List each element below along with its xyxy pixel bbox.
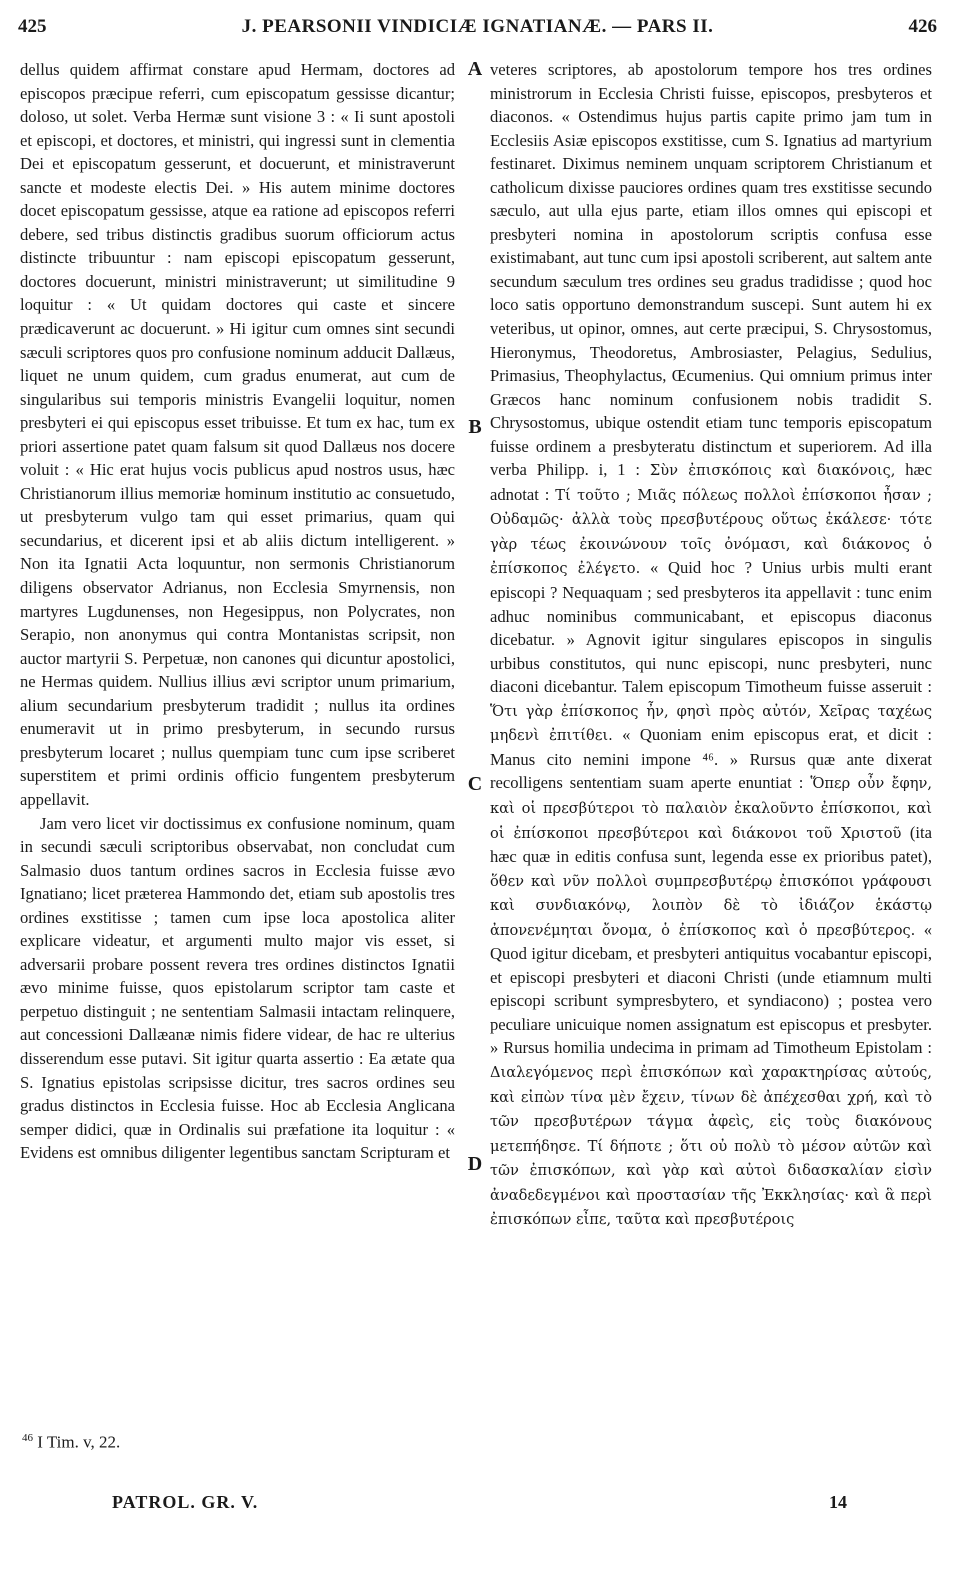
- left-paragraph-1: dellus quidem affirmat constare apud Hermam, doctores ad episcopos præcipue referri, cum episcopatum gessisse dicantur; doloso, ut solet. Verba Hermæ sunt visione 3 : « Ii sunt apostoli et episcopi, et doctores, et ministri, qui ingressi sunt in clementia Dei et episcopatum gesserunt, et docuerunt, et ministraverunt sancte et modeste electis Dei. » His autem minime doctores docet episcopatum gessisse, atque ea ratione ad episcopos referri debere, sed tribus distinctis gradibus suorum officiorum actus distincte tribuuntur : nam episcopi episcopatum gesserunt, doctores docuerunt, ministri ministraverunt; ut similitudine 9 loquitur : « Ut quidam doctores qui caste et sincere prædicaverunt ac docuerunt. » Hi igitur cum omnes sint secundi sæculi scriptores quos pro confusione nominum adducit Dallæus, liquet ne unum quidem, cum gradus enumerat, aut cum de singularibus sui temporis ministris Evangelii loquitur, nomen presbyteri ei qui episcopus esset tribuisse. Et tum ex hac, tum ex priori assertione patet quam falsum sit quod Dallæus nos docere voluit : « Hic erat hujus vocis publicus apud nostros usus, hæc Christianorum illius memoriæ hominum institutio ac consuetudo, ut presbyterum vulgo tam qui esset primarius, quam qui secundarius, et dicerent ipsi et ab aliis dictum intelligerent. » Non ita Ignatii Acta loquuntur, non sermonis Christianorum diligens observator Adrianus, non Ecclesia Smyrnensis, non martyres Lugdunenses, non Hegesippus, non Polycrates, non Serapio, non anonymus qui contra Montanistas scripsit, non auctor martyrii S. Perpetuæ, non canones qui dicuntur apostolici, ne Hermas quidem. Nullius illius ævi scriptor unum primarium, alium secundarium presbyterum tradidit ; nullus ita ordines enumeravit ut in primo presbyterum, in secundo rursus presbyterum locaret ; nullus quempiam tunc cum ipse scriberet superstitem et primi ordinis officio fungentem presbyterum appellavit.: [20, 60, 455, 809]
- margin-letter-c: C: [467, 773, 483, 795]
- footnote-mark: 46: [22, 1432, 33, 1444]
- greek-quote-3: Ὅτι γὰρ ἐπίσκοπος ἦν, φησὶ πρὸς αὐτόν, Χεῖρας ταχέως μηδενὶ ἐπιτίθει.: [490, 702, 932, 745]
- right-column: [490, 58, 932, 1232]
- right-text-d: « Quoniam enim episcopus erat, et dicit : Manus cito nemini impone ⁴⁶. » Rursus quæ ante dixerat recolligens sententiam suam aperte enuntiat :: [490, 725, 932, 793]
- footer-signature: 14: [829, 1492, 847, 1512]
- greek-quote-4: Ὅπερ οὖν ἔφην, καὶ οἱ πρεσβύτεροι τὸ παλαιὸν ἐκαλοῦντο ἐπίσκοποι, καὶ οἱ ἐπίσκοποι πρεσβύτεροι καὶ διάκονοι τοῦ Χριστοῦ: [490, 775, 932, 842]
- left-column: [20, 58, 455, 1165]
- right-text-f: « Quod igitur dicebam, et presbyteri antiquitus vocabantur episcopi, et episcopi presbyteri et diaconi Christi (unde etiamnum multi episcopi scribunt sympresbytero, et syndiacono) ; postea vero peculiare unicuique nomen assignatum est episcopus et presbyter. » Rursus homilia undecima in primam ad Timotheum Epistolam :: [490, 919, 932, 1058]
- greek-quote-1: Σὺν ἐπισκόποις καὶ διακόνοις,: [649, 462, 896, 480]
- right-text-a: veteres scriptores, ab apostolorum tempore hos tres ordines ministrorum in Ecclesia Christi fuisse, episcopos, presbyteros et diaconos. « Ostendimus hujus partis capite primo jam tum in Ecclesiis Asiæ episcopos exstitisse, cum S. Ignatius ad martyrium festinaret. Diximus neminem unquam scriptorem Christianum et catholicum dixisse pauciores ordines quam tres exstitisse secundo sæculo, aut ulla ejus parte, etiam illos omnes qui episcopi et presbyteri nomina in apostolorum scriptis confusa esse existimabant, aut tunc cum ipsi apostoli scriberent, aut saltem ante secundum sæculum tres ordines seu gradus tradidisse ; quod hoc loco satis opportuno demonstrandum suscepi. Sunt autem hi ex veteribus, ut opinor, omnes, aut certe præcipui, S. Chrysostomus, Hieronymus, Theodoretus, Ambrosiaster, Pelagius, Sedulius, Primasius, Theophylactus, Œcumenius. Qui omnium primus inter Græcos hanc nominum confusionem nobis tradidit S. Chrysostomus, ubique ostendit etiam tunc temporis episcopatum fuisse ordinem a presbyteratu distinctum et superiorem. Ad illa verba Philipp. i, 1 :: [490, 60, 932, 480]
- greek-quote-6: Διαλεγόμενος περὶ ἐπισκόπων καὶ χαρακτηρίσας αὐτούς, καὶ εἰπὼν τίνα μὲν ἔχειν, τίνων δὲ ἀπέχεσθαι χρή, καὶ τὸ τῶν πρεσβυτέρων τάγμα ἀφεὶς, εἰς τοὺς διακόνους μετεπήδησε. Τί δήποτε ; ὅτι οὐ πολὺ τὸ μέσον αὐτῶν καὶ τῶν ἐπισκόπων, καὶ γὰρ καὶ αὐτοὶ διδασκαλίαν εἰσὶν ἀναδεδεγμένοι καὶ προστασίαν τῆς Ἐκκλησίας· καὶ ἃ περὶ ἐπισκόπων εἶπε, ταῦτα καὶ πρεσβυτέροις: [490, 1063, 932, 1229]
- running-title: J. PEARSONII VINDICIÆ IGNATIANÆ. — PARS II.: [241, 16, 714, 37]
- greek-quote-5: ὅθεν καὶ νῦν πολλοὶ συμπρεσβυτέρῳ ἐπισκόποι γράφουσι καὶ συνδιακόνῳ, λοιπὸν δὲ τὸ ἰδιάζον ἑκάστῳ ἀπονενέμηται ὄνομα, ὁ ἐπίσκοπος καὶ ὁ πρεσβύτερος.: [490, 872, 932, 939]
- footnote-text: I Tim. v, 22.: [33, 1432, 121, 1452]
- greek-quote-2: Τί τοῦτο ; Μιᾶς πόλεως πολλοὶ ἐπίσκοποι ἦσαν ; Οὐδαμῶς· ἀλλὰ τοὺς πρεσβυτέρους οὕτως ἐκάλεσε· τότε γὰρ τέως ἐκοινώνουν τοῖς ὀνόμασι, καὶ διάκονος ὁ ἐπίσκοπος ἐλέγετο.: [490, 486, 932, 578]
- page-footer: [20, 1492, 935, 1518]
- left-paragraph-2: Jam vero licet vir doctissimus ex confusione nominum, quam in secundi sæculi scriptoribus observabat, non concludat cum Salmasio duos tantum ordines sacros in Ecclesia fuisse ævo Ignatiano; licet præterea Hammondo det, etiam sub apostolis tres ordines exstitisse ; tamen cum ipse loca apostolica aliter explicare videatur, et argumenti multo major vis esset, si adversarii probare possent revera tres ordines distinctos Ignatii ævo minime fuisse, quos epistolarum scriptor tam caste et perpetuo distinguit ; ne sententiam Salmasii intactam relinquere, aut concessioni Dallæanæ nimis fidere videar, de hac re ulterius disserendum esse putavi. Sit igitur quarta assertio : Ea ætate qua S. Ignatius epistolas scripsisse dicitur, tres sacros ordines seu gradus distinctos in Ecclesia fuisse. Hoc ab Ecclesia Anglicana semper didici, quæ in Ordinalis sui præfatione ita loquitur : « Evidens est omnibus diligenter legentibus sanctam Scripturam et: [20, 813, 455, 1163]
- margin-letter-a: A: [467, 58, 483, 80]
- margin-letter-b: B: [468, 416, 482, 438]
- margin-letter-d: D: [467, 1153, 483, 1175]
- right-text-e: (ita hæc quæ in editis confusa sunt, legenda esse ex prioribus patet),: [490, 822, 932, 867]
- page-number-left: 425: [18, 16, 47, 37]
- right-text-b: hæc adnotat :: [490, 460, 932, 504]
- footnote: [22, 1432, 120, 1453]
- footer-series: PATROL. GR. V.: [112, 1492, 259, 1512]
- right-text-c: « Quid hoc ? Unius urbis multi erant episcopi ? Nequaquam ; sed presbyteros ita appellavit : tunc enim adhuc nominibus communicabant, et episcopus diaconus dicebatur. » Agnovit igitur singulares episcopos in singulis urbibus constitutos, qui nunc episcopi, nunc presbyteri, nunc diaconi dicebantur. Talem episcopum Timotheum fuisse asseruit :: [490, 558, 932, 697]
- right-paragraph: [490, 58, 932, 1232]
- page-header: [18, 16, 937, 44]
- page-number-right: 426: [908, 16, 937, 37]
